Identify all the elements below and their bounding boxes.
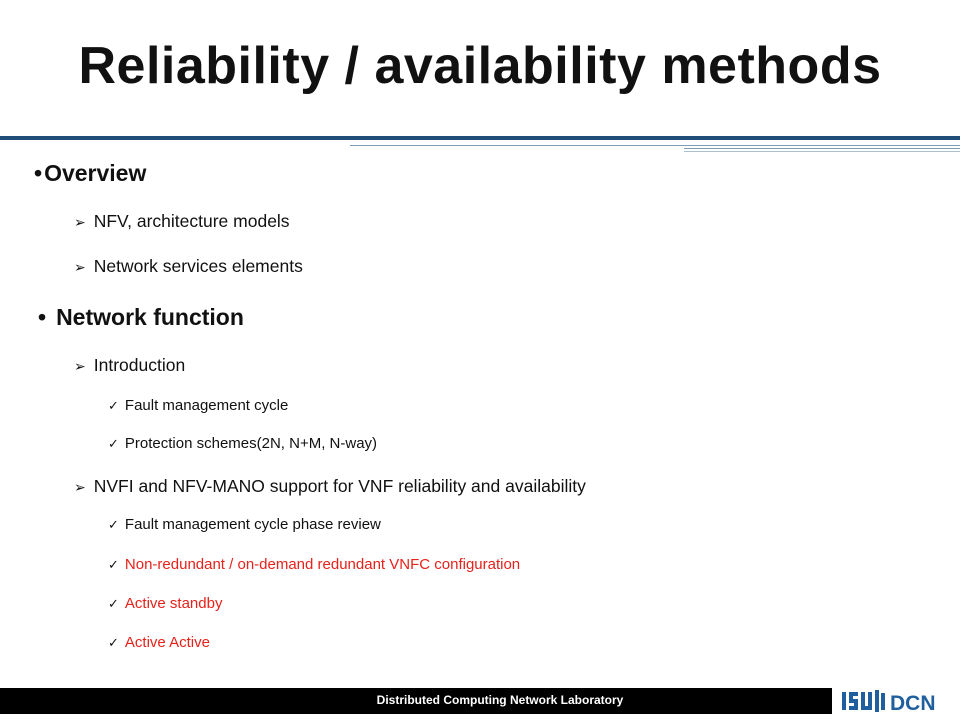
outline-item-text: Network function <box>56 304 244 330</box>
outline-item <box>108 397 288 414</box>
outline-item <box>74 476 586 497</box>
outline-item <box>34 160 146 187</box>
outline-item <box>38 304 244 331</box>
checkmark-icon: ✓ <box>108 398 119 413</box>
outline-item <box>74 355 185 376</box>
dcn-lab-logo-icon <box>840 686 956 716</box>
outline-item-text: Overview <box>44 160 147 186</box>
checkmark-icon: ✓ <box>108 517 119 532</box>
arrow-bullet-icon: ➢ <box>74 358 86 374</box>
checkmark-icon: ✓ <box>108 436 119 451</box>
outline-item-text: Fault management cycle phase review <box>124 516 381 533</box>
checkmark-icon: ✓ <box>108 635 119 650</box>
outline-item <box>74 211 290 232</box>
outline-item-text: Active Active <box>124 634 210 651</box>
outline-item-text: Introduction <box>93 355 186 375</box>
outline-item-highlighted <box>108 634 210 651</box>
checkmark-icon: ✓ <box>108 557 119 572</box>
outline-item-text: Fault management cycle <box>124 397 289 414</box>
arrow-bullet-icon: ➢ <box>74 259 86 275</box>
outline-item <box>74 256 303 277</box>
outline-item-highlighted <box>108 556 520 573</box>
outline-item-text: NFV, architecture models <box>93 211 290 231</box>
bullet-icon: • <box>34 160 43 186</box>
arrow-bullet-icon: ➢ <box>74 214 86 230</box>
outline-item-text: NVFI and NFV-MANO support for VNF reliability and availability <box>93 476 586 496</box>
outline-item-text: Active standby <box>124 595 223 612</box>
outline-item-text: Protection schemes(2N, N+M, N-way) <box>124 435 378 452</box>
outline-item <box>108 516 381 533</box>
logo-text: DCN <box>890 692 936 715</box>
outline-item-text: Non-redundant / on-demand redundant VNFC configuration <box>124 556 521 573</box>
outline-item-text: Network services elements <box>93 256 303 276</box>
arrow-bullet-icon: ➢ <box>74 479 86 495</box>
bullet-icon: • <box>38 304 47 330</box>
slide-title: Reliability / availability methods <box>78 37 882 95</box>
footer-text: Distributed Computing Network Laboratory <box>376 693 624 707</box>
footer-bar <box>0 688 832 714</box>
outline-item-highlighted <box>108 595 222 612</box>
checkmark-icon: ✓ <box>108 596 119 611</box>
outline-item <box>108 435 377 452</box>
